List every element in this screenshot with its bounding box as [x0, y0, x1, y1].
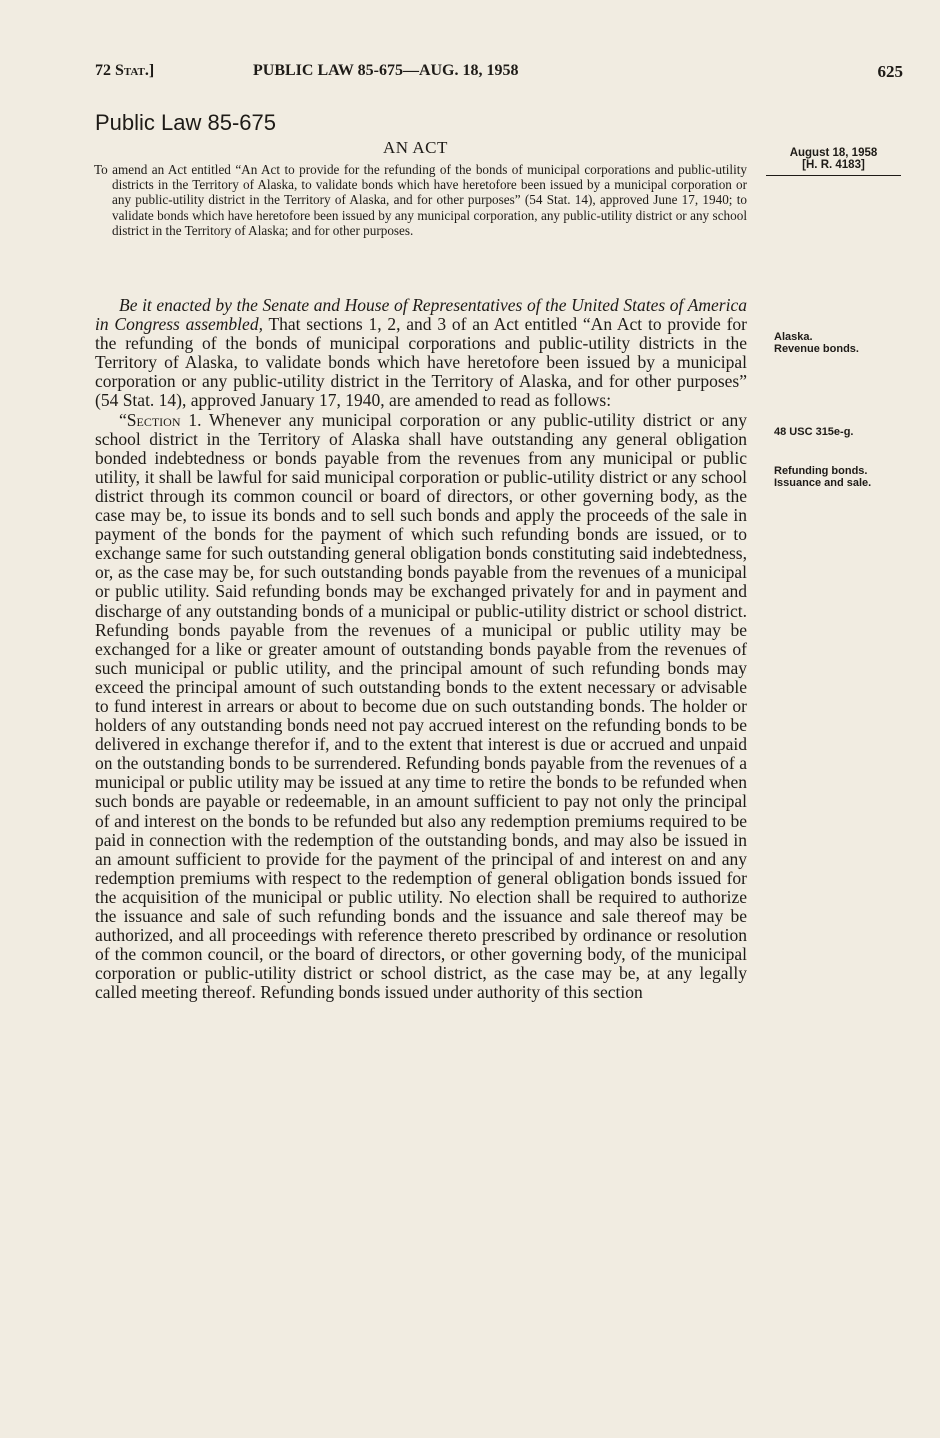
running-header: [95, 62, 903, 86]
page-number: 625: [877, 62, 903, 81]
purpose-text: To amend an Act entitled “An Act to provide for the refunding of the bonds of municipal corporations and public-utility districts in the Territory of Alaska, to validate bonds which have heretofore been issued by a municipal corporation or any public-utility district in the Territory of Alaska, and for other purposes” (54 Stat. 14), approved June 17, 1940; to validate bonds which have heretofore been issued by any municipal corporation, any public-utility district or any school district in the Territory of Alaska; and for other purposes.: [94, 162, 747, 238]
section-1-label: “Section 1.: [119, 409, 202, 430]
margin-note-refunding: [762, 466, 892, 489]
margin-date: August 18, 1958: [789, 147, 878, 159]
enacting-paragraph: [95, 296, 747, 411]
margin-date-block: [766, 147, 901, 176]
header-stat: Stat.]: [115, 62, 155, 79]
header-volume: 72: [95, 62, 111, 79]
margin-note-alaska: [774, 332, 904, 355]
act-heading: AN ACT: [383, 138, 448, 157]
header-title: PUBLIC LAW 85-675—AUG. 18, 1958: [253, 62, 519, 79]
section-1-paragraph: [95, 411, 747, 1003]
section-1-text: Whenever any municipal corporation or any public-utility district or any school district in the Territory of Alaska shall have outstanding any general obligation bonded indebtedness or bonds payable from the revenues from any municipal or public utility, it shall be lawful for said municipal corporation or public-utility district or any school district through its common council or board of directors, or other governing body, as the case may be, to issue its bonds and to sell such bonds and apply the proceeds of the sale in payment of the bonds for the payment of which such refunding bonds are issued, or to exchange same for such outstanding general obligation bonds constituting said indebtedness, or, as the case may be, for such outstanding bonds payable from the revenues of a municipal or public utility. Said refunding bonds may be exchanged privately for and in payment and discharge of any outstanding bonds of a municipal or public-utility district or school district. Refunding bonds payable from the revenues of a municipal or public utility may be exchanged for a like or greater amount of outstanding bonds payable from the revenues of such municipal or public utility, and the principal amount of such refunding bonds may exceed the principal amount of such outstanding bonds to the extent necessary or advisable to fund interest in arrears or about to become due on such outstanding bonds. The holder or holders of any outstanding bonds need not pay accrued interest on the refunding bonds to be delivered in exchange therefor if, and to the extent that interest is due or accrued and unpaid on the outstanding bonds to be surrendered. Refunding bonds payable from the revenues of a municipal or public utility may be issued at any time to retire the bonds to be refunded when such bonds are payable or redeemable, in an amount sufficient to pay not only the principal of and interest on the bonds to be refunded but also any redemption premiums required to be paid in connection with the redemption of the outstanding bonds, and may also be issued in an amount sufficient to provide for the payment of the principal of and interest on and any redemption premiums with respect to the redemption of general obligation bonds issued for the acquisition of the municipal or public utility. No election shall be required to authorize the issuance and sale of such refunding bonds and the issuance and sale thereof may be authorized, and all proceedings with reference thereto prescribed by ordinance or resolution of the common council, or the board of directors, or other governing body, of the municipal corporation or public-utility district or school district, as the case may be, at any legally called meeting thereof. Refunding bonds issued under authority of this section: [95, 409, 748, 1003]
margin-note-alaska-line2: Revenue bonds.: [774, 342, 859, 355]
margin-note-usc: 48 USC 315e-g.: [774, 426, 854, 438]
header-citation: [95, 62, 154, 80]
margin-note-alaska-line1: Alaska.: [774, 331, 813, 343]
enacting-clause: Be it enacted by the Senate and House of Representatives of the United States of America in Congress assembled,: [95, 295, 747, 335]
margin-bill-number: [H. R. 4183]: [802, 159, 865, 171]
amendment-statement: That sections 1, 2, and 3 of an Act entitled “An Act to provide for the refunding of the bonds of municipal corporations and public-utility districts in the Territory of Alaska, to validate bonds which have heretofore been issued by a municipal corporation or any public-utility district in the Territory of Alaska, and for other purposes” (54 Stat. 14), approved January 17, 1940, are amended to read as follows:: [95, 314, 748, 411]
act-purpose: [94, 162, 747, 238]
public-law-title: Public Law 85-675: [95, 110, 277, 135]
margin-note-refunding-line1: Refunding bonds.: [774, 465, 868, 477]
act-body: [95, 296, 747, 1002]
margin-note-refunding-line2: Issuance and sale.: [774, 476, 872, 489]
